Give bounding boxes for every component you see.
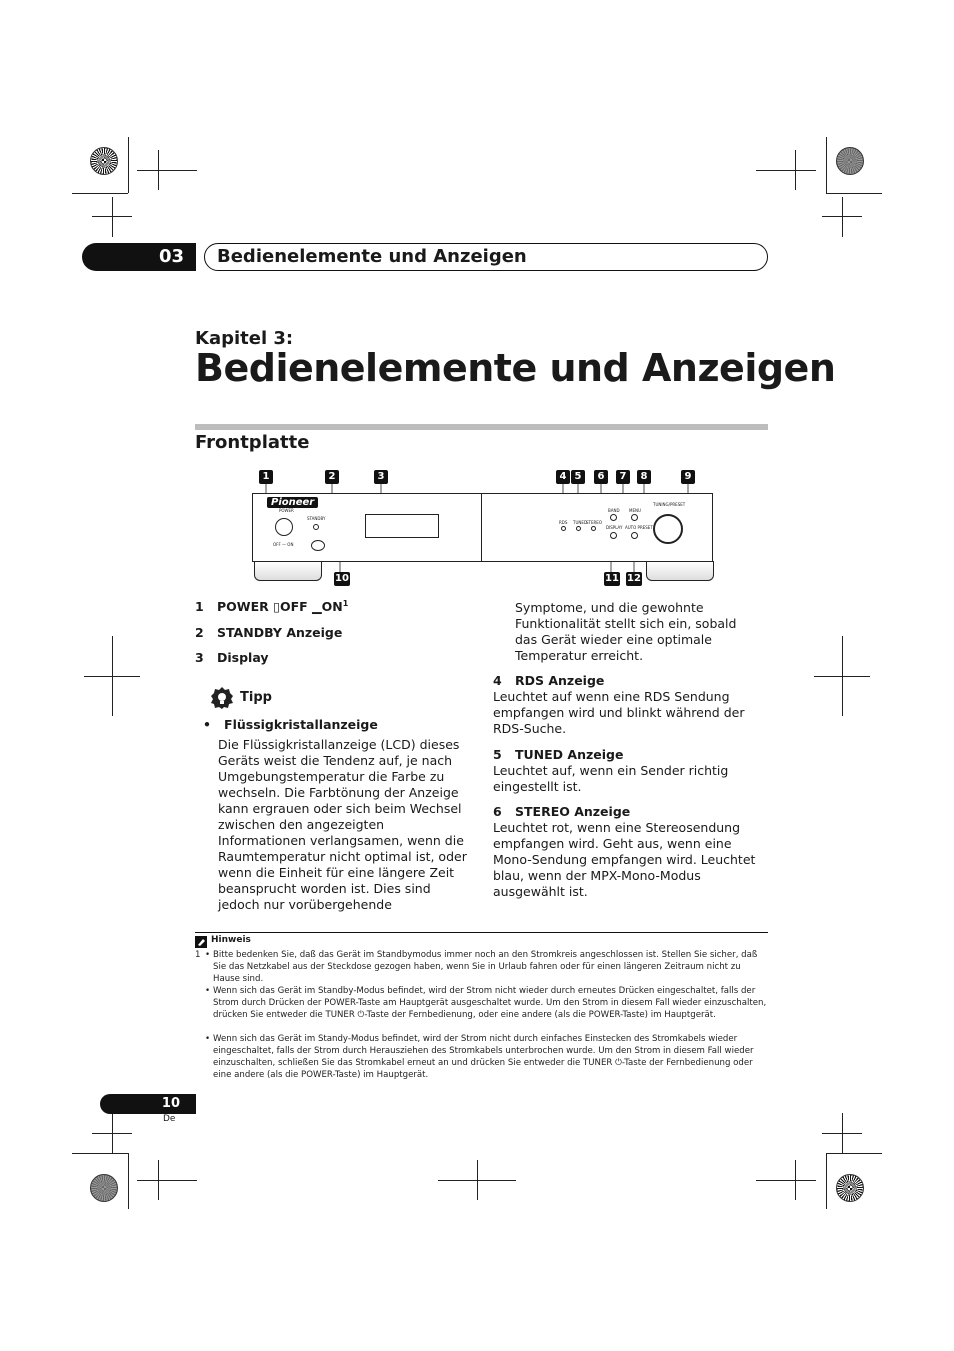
tuning-knob[interactable]: [653, 514, 683, 544]
item-6-text: Leuchtet rot, wenn eine Stereosendung empfangen wird. Geht aus, wenn eine Mono-Sendung empfangen wird. Leuchtet blau, wenn der MPX-Mono-Modus ausgewählt ist.: [493, 820, 756, 899]
language-code: De: [163, 1114, 176, 1124]
crop-line: [756, 1180, 816, 1181]
section-divider: [195, 424, 768, 430]
tip-bullet-heading: [203, 717, 378, 732]
item-5: [493, 747, 623, 762]
callout-2: 2: [325, 470, 339, 484]
crop-line: [137, 1180, 197, 1181]
crop-line: [756, 170, 816, 171]
crop-line: [112, 636, 113, 716]
callout-7: 7: [616, 470, 630, 484]
brand-logo: Pioneer: [267, 497, 318, 508]
callout-12: 12: [627, 573, 641, 584]
crop-line: [112, 1113, 113, 1153]
hinweis-title: Hinweis: [211, 935, 251, 945]
power-button[interactable]: [275, 518, 293, 536]
power-label: POWER: [279, 508, 294, 513]
item-label: TUNED Anzeige: [515, 747, 624, 762]
hinweis-bullet-2: [205, 985, 767, 1021]
display-label: DISPLAY: [606, 525, 623, 530]
callout-9: 9: [681, 470, 695, 484]
tip-text-right: Symptome, und die gewohnte Funktionalität stellt sich ein, sobald das Gerät wieder eine optimale Temperatur erreicht.: [515, 600, 737, 663]
crop-line: [842, 636, 843, 716]
callout-4: 4: [556, 470, 570, 484]
item-number: 1: [195, 599, 204, 615]
item-number: 2: [195, 625, 204, 640]
band-label: BAND: [608, 508, 620, 513]
crop-line: [112, 197, 113, 237]
standby-label: STANDBY: [307, 516, 326, 521]
crop-line: [72, 1153, 128, 1154]
bullet-icon: •: [205, 950, 211, 960]
stereo-label: STEREO: [586, 520, 602, 525]
item-label: Display: [217, 650, 269, 665]
hinweis-rule: [195, 932, 768, 933]
callout-1: 1: [259, 470, 273, 484]
crop-line: [826, 193, 882, 194]
menu-button[interactable]: [631, 514, 638, 521]
hinweis-bullet-1: [205, 949, 767, 985]
lcd-display: [365, 514, 439, 538]
band-button[interactable]: [610, 514, 617, 521]
auto-preset-label: AUTO PRESET: [625, 525, 653, 530]
crop-line: [158, 150, 159, 190]
crop-line: [128, 1153, 129, 1209]
callout-10: 10: [335, 573, 349, 584]
item-number: 3: [195, 650, 204, 665]
hinweis-bullet-text: Wenn sich das Gerät im Standby-Modus befindet, wird der Strom nicht wieder durch erneutes Drücken eingeschaltet, falls der Strom durch Drücken der POWER-Taste am Hauptgerät ausgeschaltet wurde. Um den Strom in diesem Fall wieder einzuschalten, drücken Sie entweder die TUNER ⏻-Taste der Fernbedienung, oder eine andere (als die POWER-Taste) im Hauptgerät.: [213, 986, 767, 1020]
registration-target-icon: [90, 147, 118, 175]
remote-sensor-icon: [311, 540, 325, 551]
item-number: 5: [493, 747, 502, 762]
crop-line: [826, 1153, 827, 1209]
crop-line: [795, 1160, 796, 1200]
bullet-icon: •: [205, 986, 211, 996]
item-4-text: Leuchtet auf wenn eine RDS Sendung empfangen wird und blinkt während der RDS-Suche.: [493, 689, 745, 736]
tip-icon: [210, 686, 234, 710]
item-label: STEREO Anzeige: [515, 804, 631, 819]
footnote-ref: 1: [342, 599, 349, 608]
item-label: POWER ▯OFF ▁ON: [217, 599, 343, 615]
item-label: STANDBY Anzeige: [217, 625, 343, 640]
hinweis-bullet-text: Bitte bedenken Sie, daß das Gerät im Standbymodus immer noch an den Stromkreis angeschlossen ist. Stellen Sie sicher, daß Sie das Netzkabel aus der Steckdose gezogen haben, wenn Sie in Urlaub fahren oder für einen längeren Zeitraum nicht zu Hause sind.: [213, 950, 758, 984]
rds-label: RDS: [559, 520, 568, 525]
crop-line: [477, 1160, 478, 1200]
tuned-label: TUNED: [573, 520, 587, 525]
item-6: [493, 804, 630, 819]
tip-title: Tipp: [240, 690, 272, 705]
item-3: [195, 650, 269, 665]
crop-line: [128, 137, 129, 193]
crop-line: [72, 193, 128, 194]
stereo-led-icon: [591, 526, 596, 531]
hinweis-footnote-number: 1: [195, 950, 201, 960]
item-1: [195, 599, 348, 614]
crop-line: [842, 1113, 843, 1153]
registration-target-icon: [836, 1174, 864, 1202]
registration-target-icon: [836, 147, 864, 175]
rds-led-icon: [561, 526, 566, 531]
chapter-number-tab: 03: [82, 243, 196, 271]
panel-divider: [481, 494, 482, 561]
crop-line: [158, 1160, 159, 1200]
front-panel-illustration: [252, 493, 713, 562]
bullet-icon: •: [203, 717, 225, 732]
device-foot-left-icon: [254, 561, 322, 581]
off-on-label: OFF — ON: [273, 542, 294, 547]
crop-line: [826, 1153, 882, 1154]
tuning-label: TUNING/PRESET: [653, 502, 686, 507]
item-label: RDS Anzeige: [515, 673, 605, 688]
tip-text-left: Die Flüssigkristallanzeige (LCD) dieses Geräts weist die Tendenz auf, je nach Umgebungstemperatur die Farbe zu wechseln. Die Farbtönung der Anzeige kann ergrauen oder sich beim Wechsel zwischen den angezeigten Informationen verlangsamen, wenn die Raumtemperatur nicht optimal ist, oder wenn die Einheit für eine längere Zeit beansprucht worden ist. Dies sind jedoch nur vorübergehende: [218, 737, 467, 912]
bullet-heading-text: Flüssigkristallanzeige: [224, 717, 378, 732]
item-number: 6: [493, 804, 502, 819]
item-5-text: Leuchtet auf, wenn ein Sender richtig eingestellt ist.: [493, 763, 729, 794]
page-number: 10: [100, 1094, 196, 1114]
crop-line: [795, 150, 796, 190]
crop-line: [842, 197, 843, 237]
auto-preset-button[interactable]: [631, 532, 638, 539]
tuned-led-icon: [576, 526, 581, 531]
hinweis-bullet-text: Wenn sich das Gerät im Standy-Modus befindet, wird der Strom nicht durch einfaches Einstecken des Stromkabels wieder eingeschaltet, falls der Strom durch Herausziehen des Stromkabels unterbrochen wurde. Um den Strom in diesem Fall wieder einzuschalten, schließen Sie das Stromkabel erneut an und drücken Sie entweder die TUNER ⏻-Taste der Fernbedienung oder eine andere (als die POWER-Taste) im Hauptgerät.: [213, 1034, 754, 1080]
chapter-header-title: Bedienelemente und Anzeigen: [204, 243, 768, 271]
callout-5: 5: [571, 470, 585, 484]
registration-target-icon: [90, 1174, 118, 1202]
crop-line: [137, 170, 197, 171]
menu-label: MENU: [629, 508, 641, 513]
page-title: Bedienelemente und Anzeigen: [195, 346, 836, 390]
bullet-icon: •: [205, 1034, 211, 1044]
section-title: Frontplatte: [195, 432, 310, 453]
crop-line: [826, 137, 827, 193]
hinweis-bullet-3: [205, 1033, 767, 1081]
item-4: [493, 673, 604, 688]
item-2: [195, 625, 342, 640]
item-number: 4: [493, 673, 502, 688]
callout-11: 11: [605, 573, 619, 584]
callout-6: 6: [594, 470, 608, 484]
standby-led-icon: [313, 524, 319, 530]
callout-8: 8: [637, 470, 651, 484]
callout-3: 3: [374, 470, 388, 484]
display-button[interactable]: [610, 532, 617, 539]
note-icon: [195, 936, 207, 948]
kapitel-label: Kapitel 3:: [195, 328, 294, 349]
device-foot-right-icon: [646, 561, 714, 581]
